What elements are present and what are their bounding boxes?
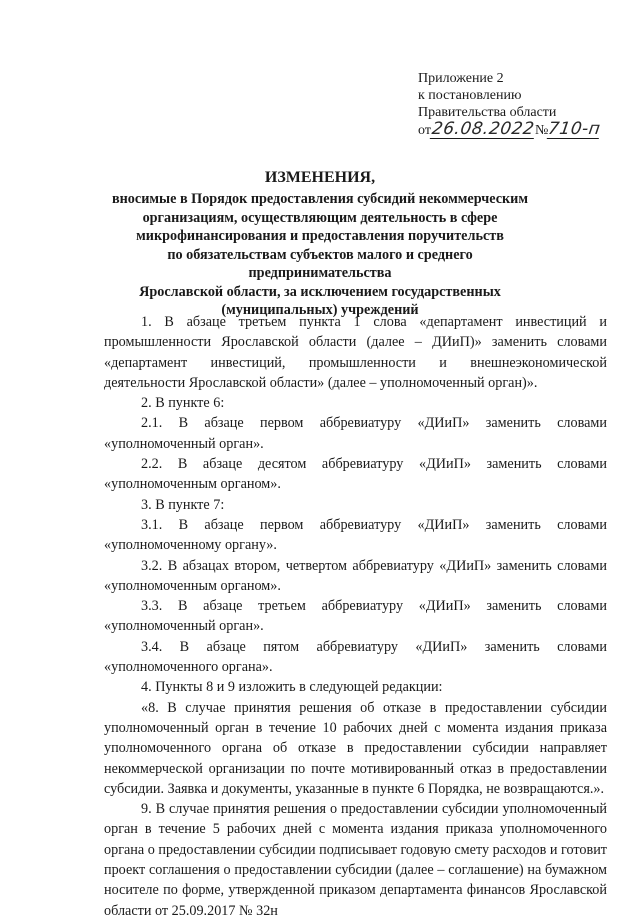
heading-subtitle-line: микрофинансирования и предоставления поручительств (136, 228, 504, 244)
paragraph-item-3-4: 3.4. В абзаце пятом аббревиатуру «ДИиП» заменить словами «уполномоченного органа». (104, 638, 607, 676)
paragraph-point-8: «8. В случае принятия решения об отказе в предоставлении субсидии уполномоченный орган в течение 10 рабочих дней с момента издания приказа уполномоченного органа об отказе в предоставлении субсидии направляет некоммерческой организации по почте мотивированный отказ в предоставлении субсидии. Заявка и документы, указанные в пункте 6 Порядка, не возвращаются.». (104, 699, 607, 797)
from-label: от (418, 123, 431, 138)
document-heading (100, 168, 540, 320)
paragraph-item-2-2: 2.2. В абзаце десятом аббревиатуру «ДИиП» заменить словами «уполномоченным органом». (104, 456, 607, 493)
appendix-line-2: к постановлению (418, 88, 522, 103)
appendix-block (418, 70, 628, 143)
heading-subtitle-line: Ярославской области, за исключением государственных (139, 283, 501, 300)
document-body (104, 312, 607, 921)
paragraph-item-1: 1. В абзаце третьем пункта 1 слова «департамент инвестиций и промышленности Ярославской области (далее – ДИиП)» заменить словами «департамент инвестиций, промышленности и внешнеэкономической деятельности Ярославской области» (далее – уполномоченный орган)». (104, 314, 607, 391)
paragraph-item-2-1: 2.1. В абзаце первом аббревиатуру «ДИиП» заменить словами «уполномоченный орган». (104, 415, 607, 452)
paragraph-item-3-2: 3.2. В абзацах втором, четвертом аббревиатуру «ДИиП» заменить словами «уполномоченным органом». (104, 557, 607, 594)
number-label: № (534, 123, 549, 138)
appendix-date-number-line (418, 121, 628, 143)
heading-subtitle-line: по обязательствам субъектов малого и среднего предпринимательства (167, 246, 473, 281)
paragraph-item-3-3: 3.3. В абзаце третьем аббревиатуру «ДИиП» заменить словами «уполномоченный орган». (104, 598, 607, 635)
appendix-line-3: Правительства области (418, 105, 557, 120)
paragraph-item-3-1: 3.1. В абзаце первом аббревиатуру «ДИиП» заменить словами «уполномоченному органу». (104, 516, 607, 554)
heading-subtitle-line: вносимые в Порядок предоставления субсидий некоммерческим (111, 191, 529, 207)
paragraph-item-3: 3. В пункте 7: (141, 496, 225, 513)
heading-subtitle-line: организациям, осуществляющим деятельность в сфере (142, 209, 498, 226)
paragraph-item-2: 2. В пункте 6: (141, 395, 225, 412)
heading-subtitle-line: (муниципальных) учреждений (221, 302, 419, 318)
heading-title: ИЗМЕНЕНИЯ, (264, 169, 376, 186)
appendix-line-1: Приложение 2 (418, 71, 504, 86)
handwritten-date: 26.08.2022 (430, 119, 536, 139)
handwritten-number: 710-п (547, 119, 603, 139)
paragraph-point-9: 9. В случае принятия решения о предоставлении субсидии уполномоченный орган в течение 5 рабочих дней с момента издания приказа уполномоченного органа о предоставлении субсидии подписывает годовую смету расходов и готовит проект соглашения о предоставлении субсидии (далее – соглашение) на бумажном носителе по форме, утвержденной приказом департамента финансов Ярославской области от 25.09.2017 № 32н (104, 801, 608, 919)
paragraph-item-4: 4. Пункты 8 и 9 изложить в следующей редакции: (141, 679, 443, 696)
